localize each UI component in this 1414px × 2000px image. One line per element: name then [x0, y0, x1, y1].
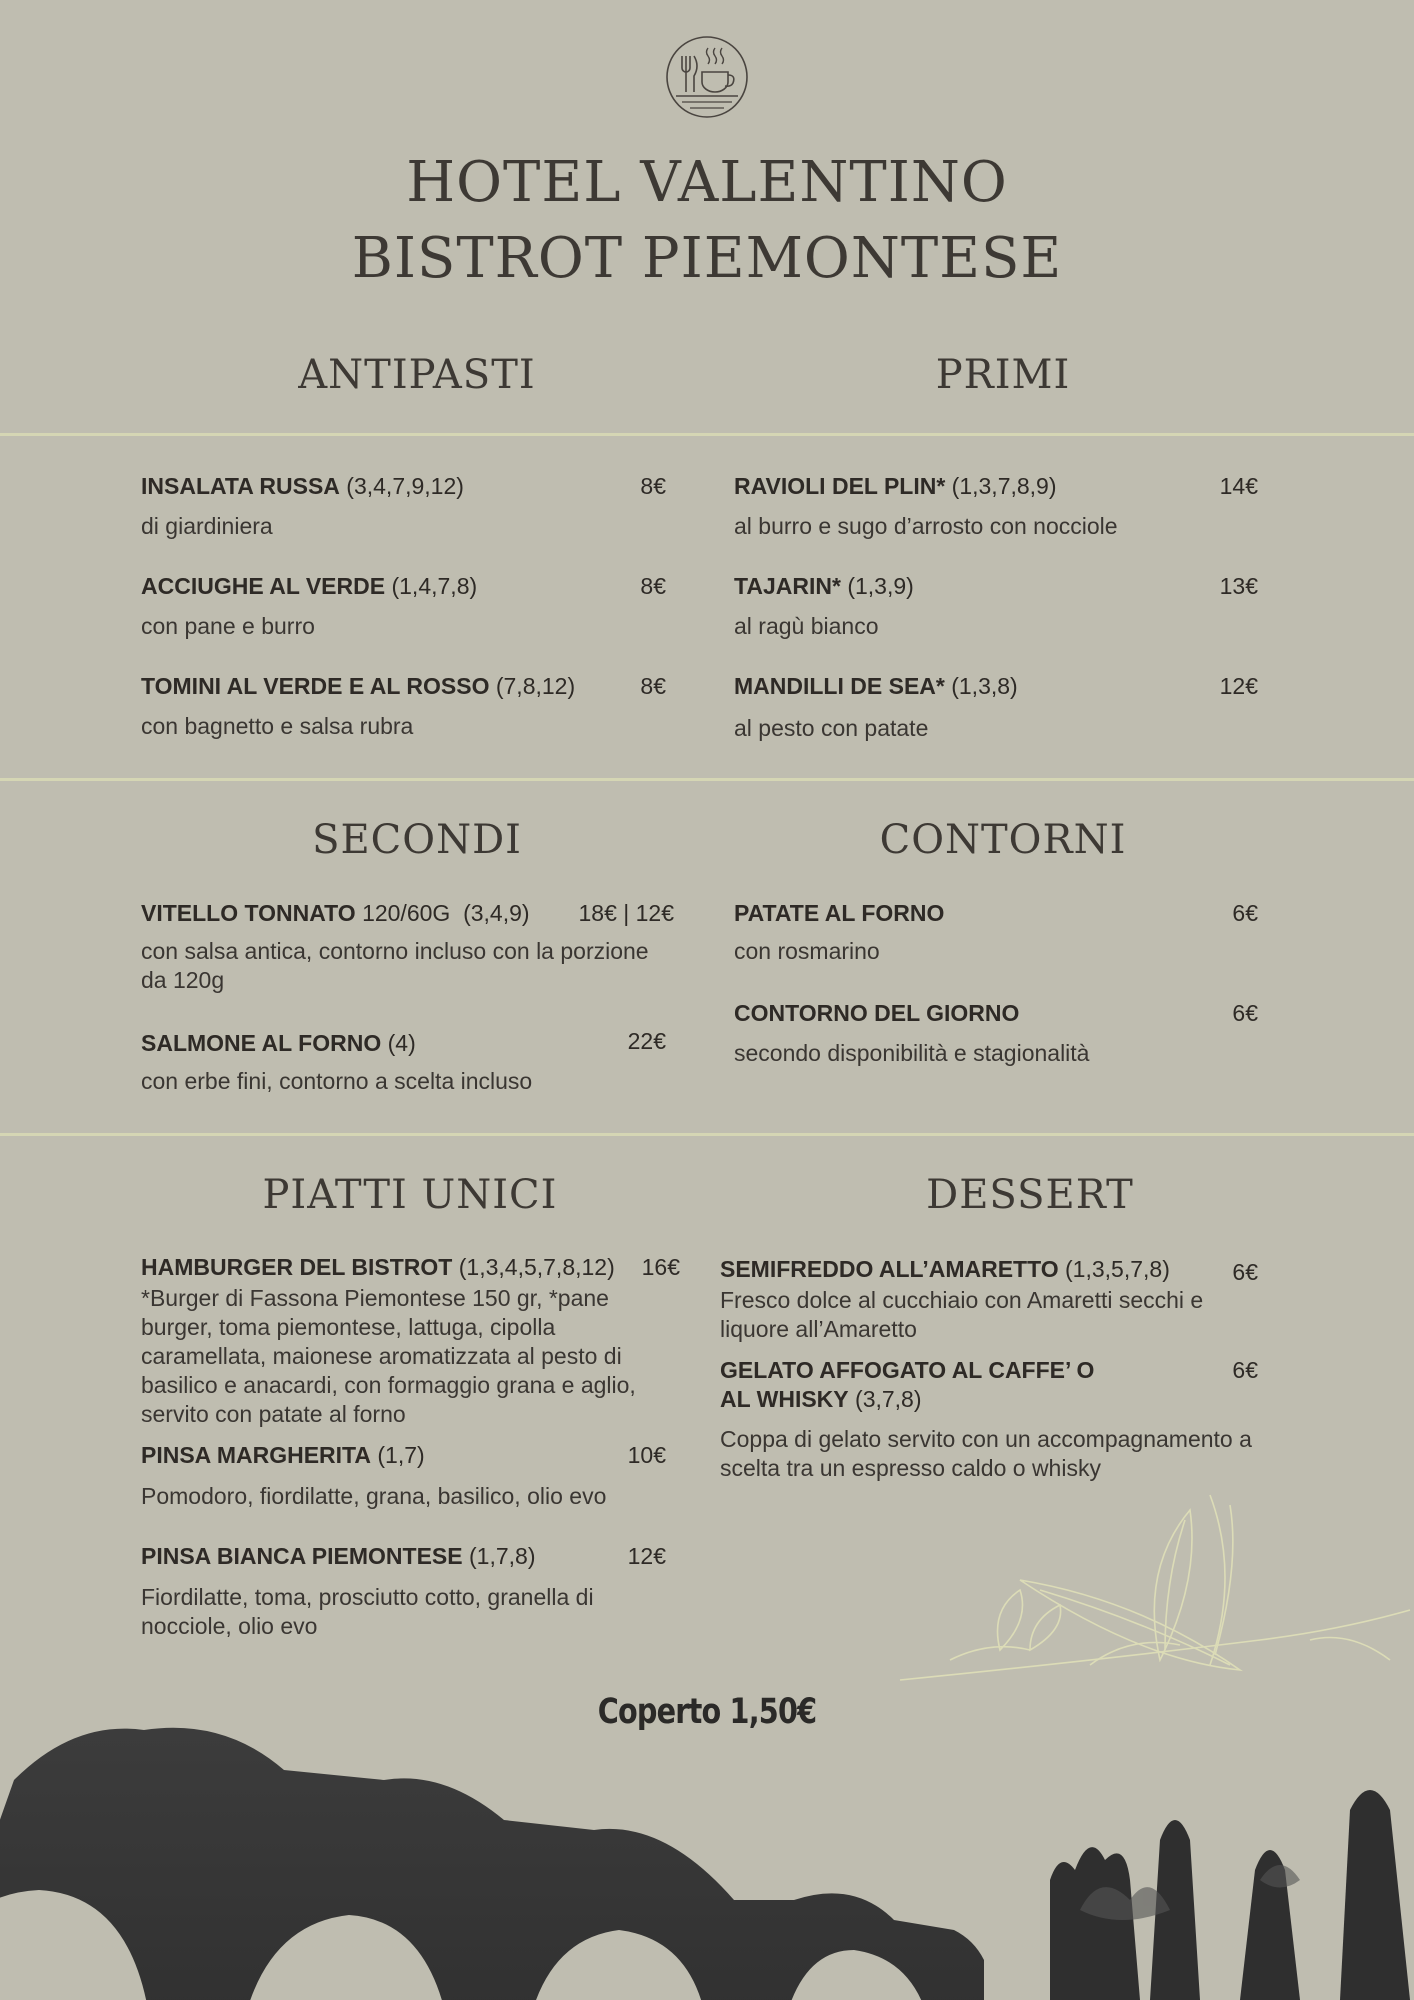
menu-item-description: Pomodoro, fiordilatte, grana, basilico, olio evo	[141, 1483, 607, 1509]
restaurant-logo-icon	[664, 34, 750, 120]
menu-item-name: INSALATA RUSSA (3,4,7,9,12)	[141, 473, 464, 499]
menu-item-price: 6€	[1232, 1000, 1258, 1026]
menu-item-description: di giardiniera	[141, 513, 273, 539]
menu-item-description: con erbe fini, contorno a scelta incluso	[141, 1068, 533, 1094]
menu-item-name: VITELLO TONNATO 120/60G (3,4,9)	[141, 900, 530, 926]
divider	[0, 1133, 1414, 1136]
menu-item-price: 18€ | 12€	[578, 900, 674, 926]
menu-item-description: con pane e burro	[141, 613, 315, 639]
section-title-piatti-unici: PIATTI UNICI	[262, 1172, 558, 1218]
menu-item-name: SEMIFREDDO ALL’AMARETTO (1,3,5,7,8)	[720, 1256, 1170, 1282]
divider	[0, 778, 1414, 781]
section-title-dessert: DESSERT	[926, 1172, 1134, 1218]
menu-item-name: MANDILLI DE SEA* (1,3,8)	[734, 673, 1018, 699]
menu-item-name: PINSA MARGHERITA (1,7)	[141, 1442, 425, 1468]
section-title-secondi: SECONDI	[312, 817, 522, 863]
menu-item-price: 10€	[627, 1442, 666, 1468]
menu-item-name: SALMONE AL FORNO (4)	[141, 1030, 416, 1056]
menu-item-price: 12€	[627, 1543, 666, 1569]
menu-item-description: al burro e sugo d’arrosto con nocciole	[734, 513, 1118, 539]
menu-item-description: con salsa antica, contorno incluso con la porzione da 120g	[141, 938, 649, 993]
hotel-title: HOTEL VALENTINO	[406, 150, 1008, 215]
menu-item-price: 6€	[1232, 1357, 1258, 1383]
menu-item-description: secondo disponibilità e stagionalità	[734, 1040, 1090, 1066]
menu-item-description: con rosmarino	[734, 938, 880, 964]
divider	[0, 433, 1414, 436]
bistrot-title: BISTROT PIEMONTESE	[351, 226, 1063, 291]
menu-item-name: PINSA BIANCA PIEMONTESE (1,7,8)	[141, 1543, 536, 1569]
section-title-primi: PRIMI	[935, 352, 1071, 398]
menu-item-name: PATATE AL FORNO	[734, 900, 945, 926]
olive-branch-illustration	[890, 1490, 1414, 1690]
menu-item-description: al pesto con patate	[734, 715, 929, 741]
menu-item-description: al ragù bianco	[734, 613, 879, 639]
menu-item-price: 22€	[627, 1028, 666, 1054]
menu-item-price: 8€	[640, 673, 666, 699]
menu-item-description: con bagnetto e salsa rubra	[141, 713, 414, 739]
menu-item-name: HAMBURGER DEL BISTROT (1,3,4,5,7,8,12)	[141, 1254, 615, 1280]
menu-item-name: AL WHISKY (3,7,8)	[720, 1386, 922, 1412]
menu-item-description: *Burger di Fassona Piemontese 150 gr, *pane burger, toma piemontese, lattuga, cipolla caramellata, maionese aromatizzata al pesto di basilico e anacardi, con formaggio grana e aglio, servito con patate al forno	[141, 1285, 636, 1427]
menu-item-price: 6€	[1232, 1259, 1258, 1285]
menu-item-name-line1: GELATO AFFOGATO AL CAFFE’ O	[720, 1357, 1095, 1383]
menu-item-name: TOMINI AL VERDE E AL ROSSO (7,8,12)	[141, 673, 576, 699]
menu-item-name: RAVIOLI DEL PLIN* (1,3,7,8,9)	[734, 473, 1057, 499]
menu-item-price: 8€	[640, 473, 666, 499]
menu-item-price: 12€	[1219, 673, 1258, 699]
menu-item-description: Fresco dolce al cucchiaio con Amaretti secchi e liquore all’Amaretto	[720, 1287, 1204, 1342]
menu-item-price: 13€	[1219, 573, 1258, 599]
coperto-note: Coperto 1,50€	[597, 1692, 817, 1732]
menu-item-name: ACCIUGHE AL VERDE (1,4,7,8)	[141, 573, 478, 599]
menu-item-name: CONTORNO DEL GIORNO	[734, 1000, 1020, 1026]
menu-item-price: 16€	[641, 1254, 680, 1280]
section-title-antipasti: ANTIPASTI	[298, 352, 536, 398]
section-title-contorni: CONTORNI	[879, 817, 1127, 863]
menu-item-price: 6€	[1232, 900, 1258, 926]
menu-item-description: Coppa di gelato servito con un accompagnamento a scelta tra un espresso caldo o whisky	[720, 1426, 1252, 1481]
menu-item-price: 14€	[1219, 473, 1258, 499]
menu-item-description: Fiordilatte, toma, prosciutto cotto, granella di nocciole, olio evo	[141, 1584, 594, 1639]
menu-item-price: 8€	[640, 573, 666, 599]
menu-item-name: TAJARIN* (1,3,9)	[734, 573, 914, 599]
